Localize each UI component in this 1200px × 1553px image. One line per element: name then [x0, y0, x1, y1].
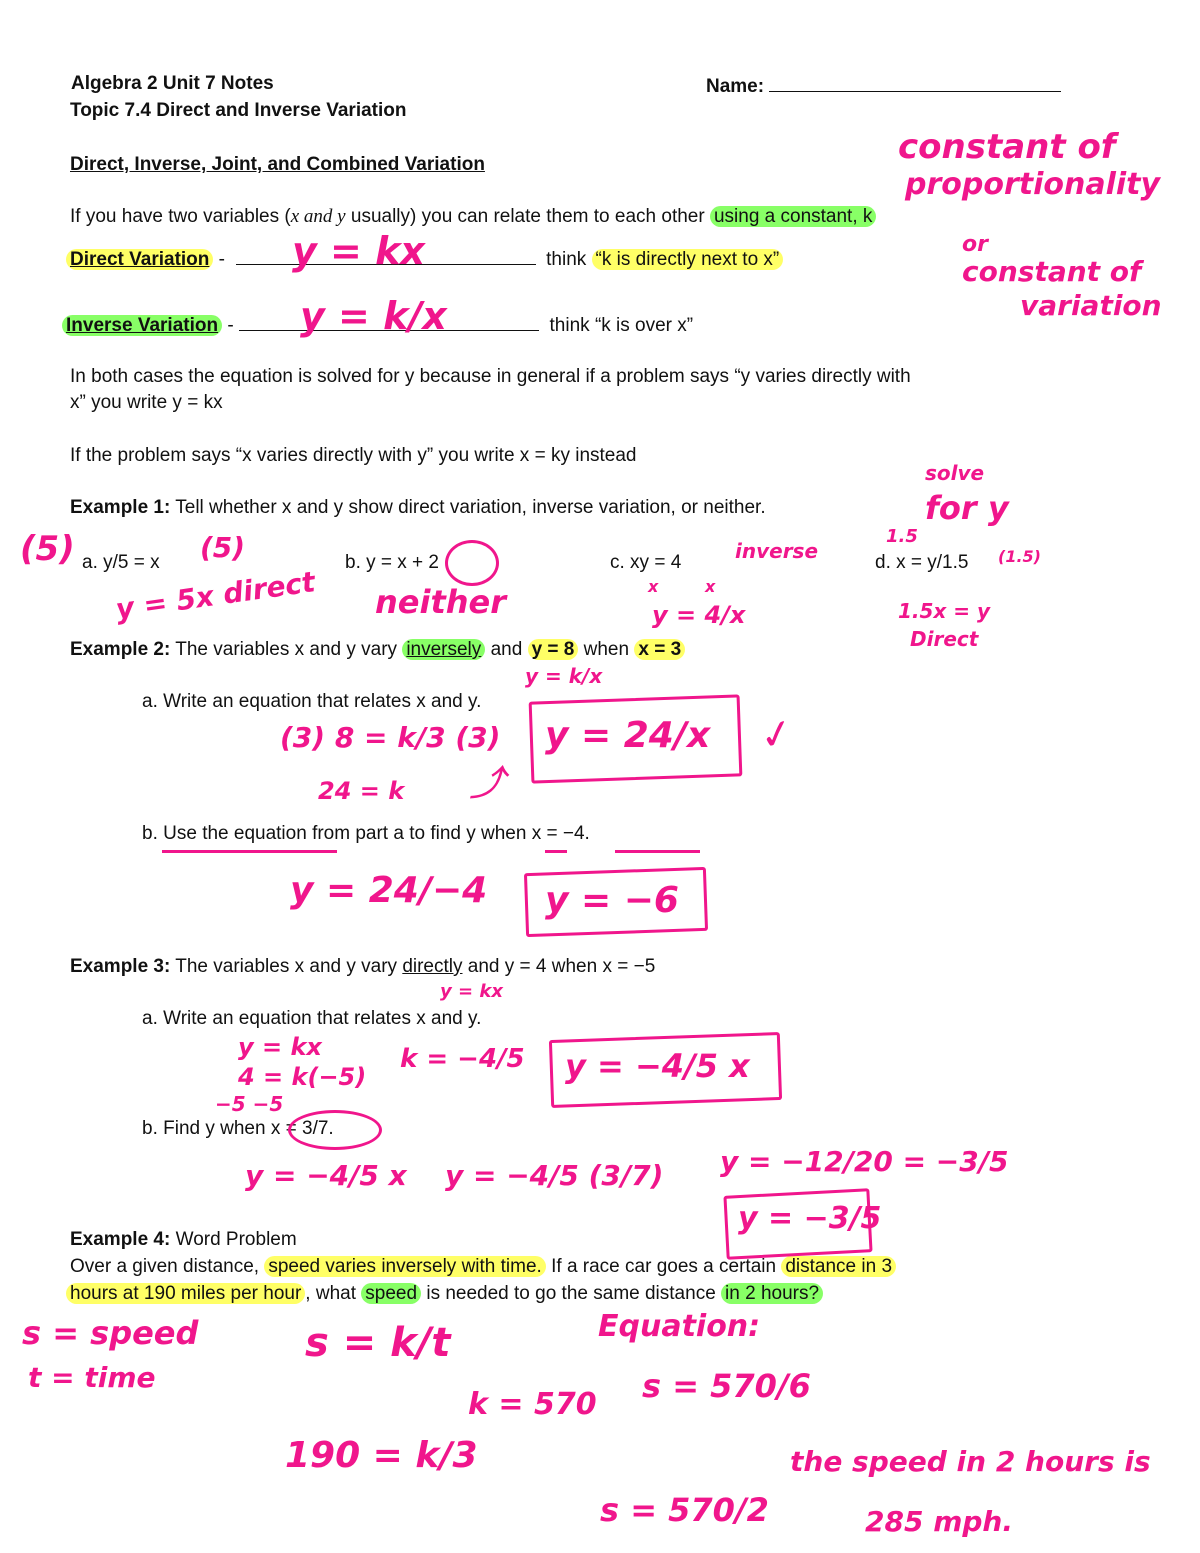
hw-s-570-2: s = 570/2	[600, 1491, 769, 1529]
example3-text1: The variables x and y vary	[170, 956, 403, 977]
course-title: Algebra 2 Unit 7 Notes	[71, 73, 274, 94]
hw-ex3-eq: y = kx	[440, 981, 503, 1002]
hw-ex1c-inverse: inverse	[735, 539, 819, 563]
example2-part-b: b. Use the equation from part a to find y when x = −4.	[142, 823, 590, 844]
ex4-l2b: is needed to go the same distance	[421, 1283, 722, 1304]
hw-ex1a-answer: y = 5x direct	[113, 565, 318, 626]
direct-dash: -	[213, 249, 225, 270]
example2-label: Example 2:	[70, 639, 171, 660]
inverse-variation-label: Inverse Variation	[62, 315, 222, 336]
inverse-dash: -	[222, 315, 234, 336]
hw-ex1c-x2: x	[705, 577, 716, 596]
example3-part-b: b. Find y when x = 3/7.	[142, 1118, 334, 1139]
intro-text	[70, 206, 876, 229]
intro-vars: x and y	[290, 206, 346, 227]
hw-ex1d-direct: Direct	[910, 627, 979, 651]
hw-ex1a-mult: (5)	[20, 529, 75, 569]
hw-variation: variation	[1020, 289, 1162, 322]
hw-underline-1	[162, 850, 337, 853]
hw-ex3b-answer: y = −3/5	[738, 1201, 882, 1236]
hw-proportionality: proportionality	[905, 167, 1161, 202]
hw-ex1b-answer: neither	[375, 583, 507, 621]
example1-item-c: c. xy = 4	[610, 552, 682, 573]
hw-ex2-answer: y = 24/x	[545, 715, 711, 756]
hw-underline-2	[545, 850, 567, 853]
hw-ex3-k: k = −4/5	[400, 1044, 525, 1074]
example4-title	[70, 1229, 297, 1252]
hw-ex3b-w2: y = −4/5 (3/7)	[445, 1159, 664, 1192]
hw-ex3b-w3: y = −12/20 = −3/5	[720, 1145, 1009, 1178]
example4-label: Example 4:	[70, 1229, 171, 1250]
hw-constant-of-2: constant of	[962, 255, 1142, 288]
ex4-l2hl: hours at 190 miles per hour	[66, 1283, 305, 1304]
hw-solve: solve	[925, 461, 985, 485]
example3-part-a: a. Write an equation that relates x and y.	[142, 1008, 482, 1029]
example4-line1	[70, 1256, 896, 1279]
ex4-l2a: , what	[305, 1283, 362, 1304]
ex4-l2hl3: in 2 hours?	[721, 1283, 823, 1304]
example2-part-a: a. Write an equation that relates x and y.	[142, 691, 482, 712]
example2-text3: when	[578, 639, 635, 660]
hw-ex1d-mult: 1.5	[886, 526, 918, 547]
example1-prompt	[70, 497, 766, 520]
direct-think: think	[546, 249, 592, 270]
topic-title: Topic 7.4 Direct and Inverse Variation	[70, 100, 407, 121]
hw-or: or	[962, 232, 988, 257]
hw-ex3b-w1: y = −4/5 x	[245, 1159, 407, 1192]
name-label	[706, 73, 1061, 99]
intro-highlight: using a constant, k	[710, 206, 876, 227]
example1-label: Example 1:	[70, 497, 171, 518]
hw-k-570: k = 570	[468, 1387, 597, 1422]
hw-ex3-answer: y = −4/5 x	[565, 1047, 750, 1085]
hw-circle-x	[288, 1110, 382, 1150]
example1-text: Tell whether x and y show direct variation, inverse variation, or neither.	[170, 497, 766, 518]
example1-item-a: a. y/5 = x	[82, 552, 160, 573]
hw-s-570-6: s = 570/6	[642, 1367, 811, 1405]
ex4-l2hl2: speed	[361, 1283, 421, 1304]
hw-t-time: t = time	[28, 1361, 156, 1394]
intro-before: If you have two variables (	[70, 206, 291, 227]
ex4-l1a: Over a given distance,	[70, 1256, 265, 1277]
ex4-l1hl: speed varies inversely with time.	[264, 1256, 546, 1277]
both-cases-line1: In both cases the equation is solved for y because in general if a problem says “y varies directly with	[70, 366, 911, 387]
example2-text1: The variables x and y vary	[170, 639, 403, 660]
example2-text2: and	[485, 639, 528, 660]
hw-answer-line1: the speed in 2 hours is	[790, 1445, 1151, 1478]
hw-ex3-w2: 4 = k(−5)	[238, 1063, 367, 1091]
hw-ex1d-answer: 1.5x = y	[898, 599, 991, 623]
hw-ex1a-mult2: (5)	[200, 531, 246, 564]
name-field[interactable]	[769, 73, 1061, 92]
inverse-think: think “k is over x”	[549, 315, 694, 336]
example4-title-text: Word Problem	[170, 1229, 297, 1250]
both-cases-line2: x” you write y = kx	[70, 392, 223, 413]
hw-direct-eq: y = kx	[292, 229, 425, 273]
hw-ex1d-mult2: (1.5)	[998, 547, 1041, 566]
example2-inversely: inversely	[402, 639, 485, 660]
direct-think-highlight: “k is directly next to x”	[592, 249, 784, 270]
hw-ex2-k: 24 = k	[318, 777, 405, 805]
example1-item-d: d. x = y/1.5	[875, 552, 969, 573]
hw-underline-3	[615, 850, 700, 853]
example2-prompt	[70, 639, 685, 662]
intro-middle: usually) you can relate them to each other	[345, 206, 710, 227]
hw-s-equation: s = k/t	[305, 1320, 451, 1366]
direct-variation-label: Direct Variation	[66, 249, 213, 270]
hw-answer-line2: 285 mph.	[865, 1505, 1013, 1538]
example3-directly: directly	[402, 956, 463, 977]
example2-cond2: x = 3	[634, 639, 685, 660]
hw-checkmark-icon: ✓	[755, 709, 798, 761]
example1-item-b: b. y = x + 2	[345, 552, 439, 573]
example3-label: Example 3:	[70, 956, 171, 977]
hw-ex2b-work: y = 24/−4	[290, 870, 488, 911]
hw-inverse-eq: y = k/x	[300, 294, 447, 338]
hw-ex2-eq: y = k/x	[525, 664, 603, 688]
example3-prompt	[70, 956, 655, 979]
hw-ex1c-x: x	[648, 577, 659, 596]
ex4-l1hl2: distance in 3	[781, 1256, 896, 1277]
hw-ex1c-answer: y = 4/x	[652, 601, 746, 629]
hw-ex3-w1: y = kx	[238, 1033, 322, 1061]
hw-equation-label: Equation:	[598, 1309, 761, 1344]
hw-for-y: for y	[925, 489, 1009, 527]
hw-constant-of: constant of	[898, 127, 1116, 167]
hw-ex2-work: (3) 8 = k/3 (3)	[280, 721, 501, 754]
if-problem-text: If the problem says “x varies directly with y” you write x = ky instead	[70, 445, 637, 466]
hw-190-equation: 190 = k/3	[285, 1435, 478, 1476]
hw-ex3-w3: −5 −5	[215, 1092, 284, 1116]
section-title: Direct, Inverse, Joint, and Combined Variation	[70, 154, 485, 175]
name-label-text: Name:	[706, 76, 765, 97]
hw-arrow-icon: ⤴	[470, 764, 504, 804]
example2-cond1: y = 8	[528, 639, 579, 660]
ex4-l1b: If a race car goes a certain	[545, 1256, 782, 1277]
example4-line2	[66, 1283, 823, 1306]
hw-ex2b-answer: y = −6	[545, 880, 679, 921]
hw-circle-plus2	[445, 540, 499, 586]
hw-s-speed: s = speed	[22, 1314, 199, 1352]
example3-text2: and y = 4 when x = −5	[462, 956, 656, 977]
